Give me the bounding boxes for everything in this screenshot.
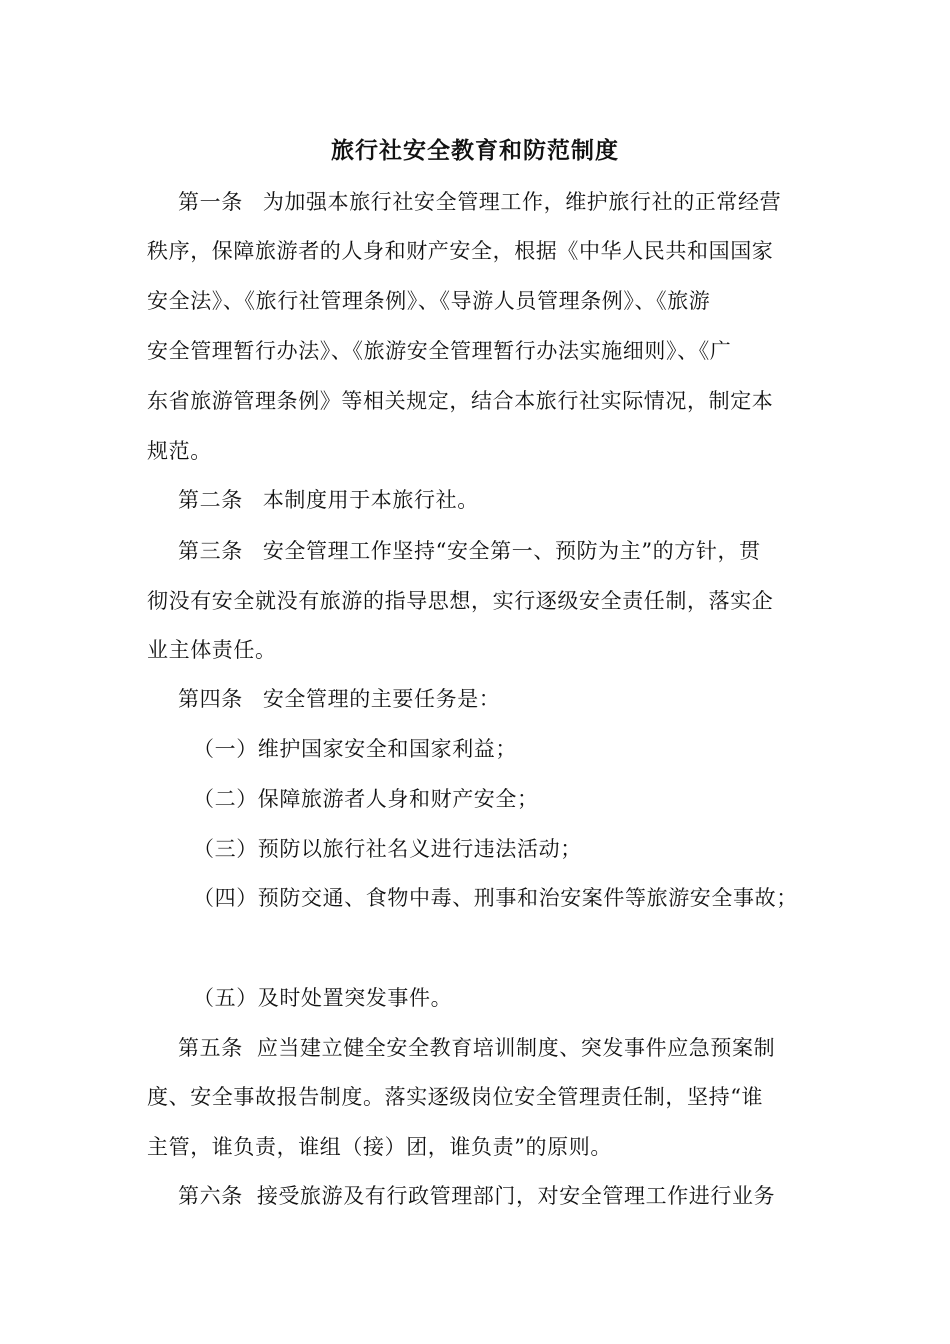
- article-2-line: [178, 485, 479, 515]
- document-title: 旅行社安全教育和防范制度: [331, 137, 619, 164]
- article-3-text-line: 安全管理工作坚持“安全第一、预防为主”的方针，贯: [262, 539, 761, 563]
- article-2-text-line: 本制度用于本旅行社。: [262, 488, 479, 512]
- article-5-first-line: [178, 1033, 775, 1063]
- article-5-text-line: 度、安全事故报告制度。落实逐级岗位安全管理责任制，坚持“谁: [147, 1085, 764, 1109]
- article-3-text-line: 彻没有安全就没有旅游的指导思想，实行逐级安全责任制，落实企: [147, 589, 774, 613]
- article-4-label: 第四条: [178, 687, 243, 711]
- article-6-first-line: [178, 1181, 775, 1211]
- article-4-item: （四）预防交通、食物中毒、刑事和治安案件等旅游安全事故；: [193, 886, 798, 910]
- article-5-text-line: 应当建立健全安全教育培训制度、突发事件应急预案制: [256, 1036, 776, 1060]
- article-3-label: 第三条: [178, 539, 243, 563]
- article-6-label: 第六条: [178, 1184, 243, 1208]
- article-1-first-line: [178, 187, 781, 217]
- article-4-text-line: 安全管理的主要任务是：: [262, 687, 501, 711]
- article-1-text-line: 安全法》、《旅行社管理条例》、《导游人员管理条例》、《旅游: [147, 289, 711, 313]
- article-1-text-line: 安全管理暂行办法》、《旅游安全管理暂行办法实施细则》、《广: [147, 339, 732, 363]
- article-4-item: （三）预防以旅行社名义进行违法活动；: [193, 837, 582, 861]
- article-1-text-line: 东省旅游管理条例》等相关规定，结合本旅行社实际情况，制定本: [147, 389, 774, 413]
- article-4-first-line: [178, 684, 500, 714]
- article-1-text-line: 为加强本旅行社安全管理工作，维护旅行社的正常经营: [262, 190, 782, 214]
- article-1-text-line: 规范。: [147, 439, 212, 463]
- article-4-item: （五）及时处置突发事件。: [193, 986, 453, 1010]
- article-5-text-line: 主管，谁负责，谁组（接）团，谁负责”的原则。: [147, 1135, 612, 1159]
- article-2-label: 第二条: [178, 488, 243, 512]
- article-3-first-line: [178, 536, 761, 566]
- article-1-label: 第一条: [178, 190, 243, 214]
- article-6-text-line: 接受旅游及有行政管理部门，对安全管理工作进行业务: [256, 1184, 776, 1208]
- article-4-item: （一）维护国家安全和国家利益；: [193, 737, 517, 761]
- article-1-text-line: 秩序，保障旅游者的人身和财产安全，根据《中华人民共和国国家: [147, 239, 774, 263]
- article-3-text-line: 业主体责任。: [147, 638, 277, 662]
- article-4-item: （二）保障旅游者人身和财产安全；: [193, 787, 539, 811]
- article-5-label: 第五条: [178, 1036, 243, 1060]
